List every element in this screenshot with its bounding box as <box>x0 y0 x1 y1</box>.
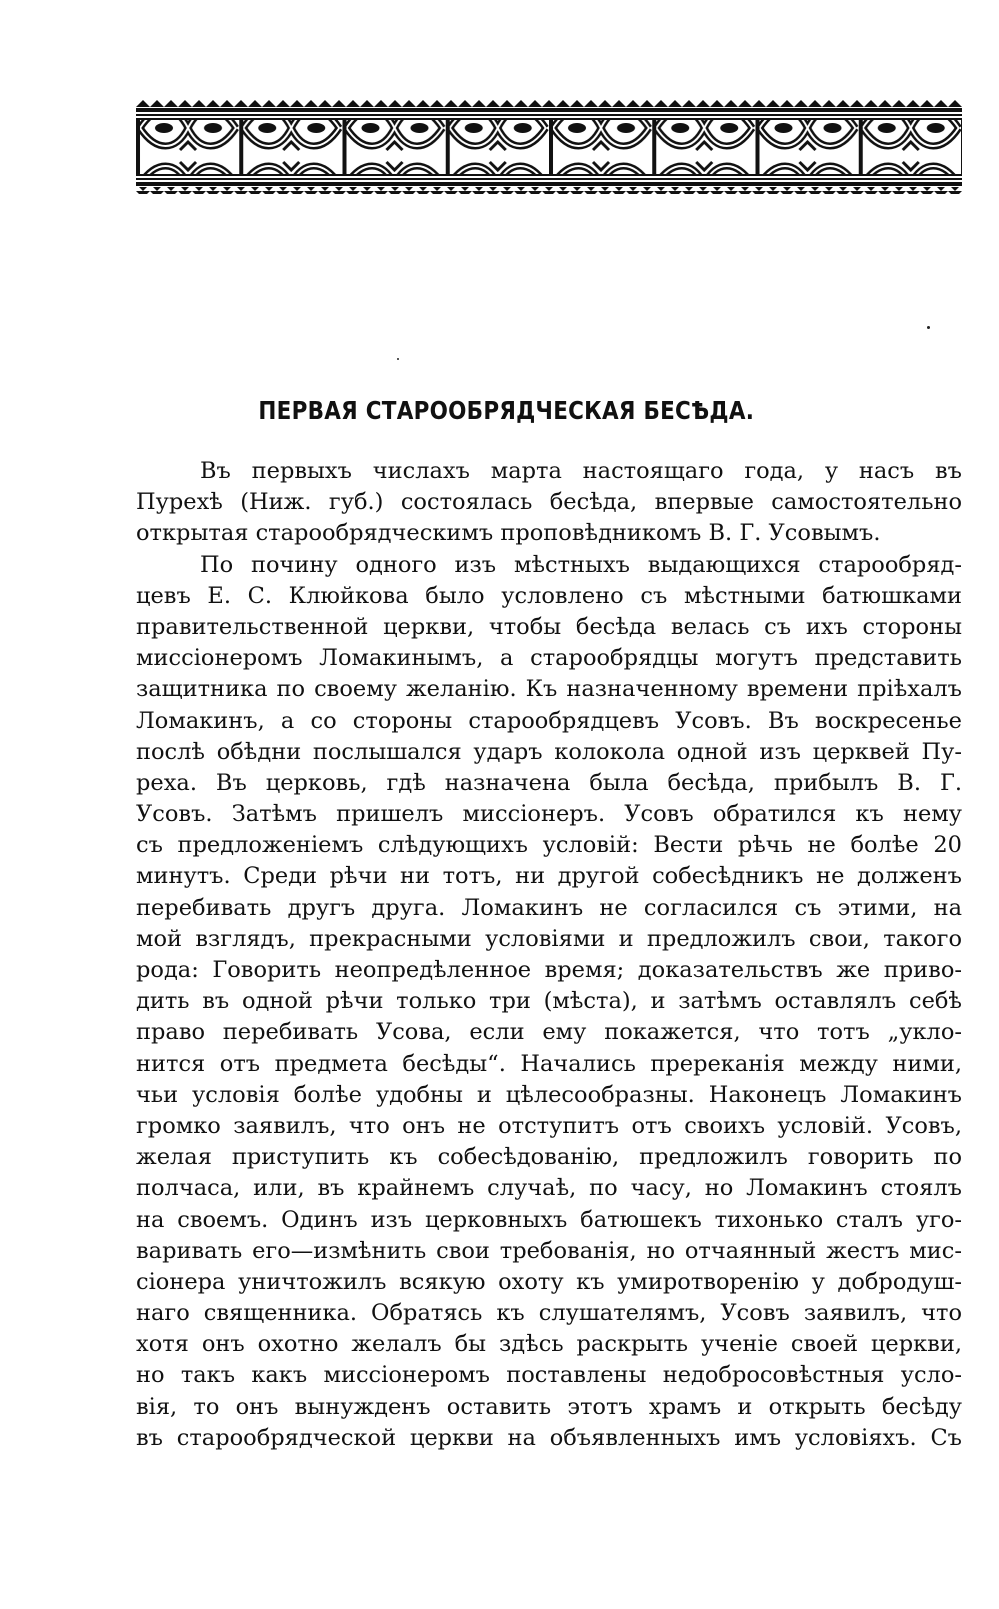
text-line: миссіонеромъ Ломакинымъ, а старообрядцы могутъ представить <box>136 645 962 672</box>
text-line: полчаса, или, въ крайнемъ случаѣ, по часу, но Ломакинъ стоялъ <box>136 1175 962 1202</box>
print-speck <box>927 326 930 329</box>
text-line: минутъ. Среди рѣчи ни тотъ, ни другой собесѣдникъ не долженъ <box>136 863 962 890</box>
text-line: открытая старообрядческимъ проповѣдникомъ В. Г. Усовымъ. <box>136 520 881 547</box>
text-line: защитника по своему желанію. Къ назначенному времени пріѣхалъ <box>136 676 962 703</box>
text-line: Ломакинъ, а со стороны старообрядцевъ Усовъ. Въ воскресенье <box>136 707 962 734</box>
text-line: правительственной церкви, чтобы бесѣда велась съ ихъ стороны <box>136 613 962 640</box>
article-body <box>136 456 962 1454</box>
article-title: ПЕРВАЯ СТАРООБРЯДЧЕСКАЯ БЕСѢДА. <box>258 396 755 425</box>
text-line: варивать его—измѣнить свои требованія, но отчаянный жестъ мис- <box>136 1237 962 1264</box>
print-speck <box>397 358 399 360</box>
text-line: право перебивать Усова, если ему покажется, что тотъ „укло- <box>136 1019 962 1046</box>
text-line: дить въ одной рѣчи только три (мѣста), и затѣмъ оставлялъ себѣ <box>136 988 962 1015</box>
text-line: въ старообрядческой церкви на объявленныхъ имъ условіяхъ. Съ <box>136 1424 962 1451</box>
text-line: вія, то онъ вынужденъ оставить этотъ храмъ и открыть бесѣду <box>136 1393 962 1420</box>
text-line: цевъ Е. С. Клюйкова было условлено съ мѣстными батюшками <box>136 582 962 609</box>
text-line: реха. Въ церковь, гдѣ назначена была бесѣда, прибылъ В. Г. <box>136 769 962 796</box>
text-line: желая приступить къ собесѣдованію, предложилъ говорить по <box>136 1144 962 1171</box>
interlace-ornament-icon <box>136 100 962 196</box>
text-line: сіонера уничтожилъ всякую охоту къ умиротворенію у добродуш- <box>136 1268 962 1295</box>
text-line: но такъ какъ миссіонеромъ поставлены недобросовѣстныя усло- <box>136 1362 962 1389</box>
text-line: перебивать другъ друга. Ломакинъ не согласился съ этими, на <box>136 894 962 921</box>
text-line: мой взглядъ, прекрасными условіями и предложилъ свои, такого <box>136 925 962 952</box>
text-line: нится отъ предмета бесѣды“. Начались пререканія между ними, <box>136 1050 962 1077</box>
text-line: Усовъ. Затѣмъ пришелъ миссіонеръ. Усовъ обратился къ нему <box>136 801 962 828</box>
text-line: наго священника. Обратясь къ слушателямъ, Усовъ заявилъ, что <box>136 1300 962 1327</box>
text-line: послѣ обѣдни послышался ударъ колокола одной изъ церквей Пу- <box>136 738 962 765</box>
text-line: чьи условія болѣе удобны и цѣлесообразны. Наконецъ Ломакинъ <box>136 1081 962 1108</box>
text-line: Пурехѣ (Ниж. губ.) состоялась бесѣда, впервые самостоятельно <box>136 489 962 516</box>
text-line: хотя онъ охотно желалъ бы здѣсь раскрыть ученіе своей церкви, <box>136 1331 962 1358</box>
text-line: громко заявилъ, что онъ не отступитъ отъ своихъ условій. Усовъ, <box>136 1112 962 1139</box>
text-line: Въ первыхъ числахъ марта настоящаго года, у насъ въ <box>200 458 962 484</box>
text-line: рода: Говорить неопредѣленное время; доказательствъ же приво- <box>136 957 962 983</box>
text-line: По почину одного изъ мѣстныхъ выдающихся старообряд- <box>200 551 962 578</box>
text-line: съ предложеніемъ слѣдующихъ условій: Вести рѣчь не болѣе 20 <box>136 832 962 859</box>
text-line: на своемъ. Одинъ изъ церковныхъ батюшекъ тихонько сталъ уго- <box>136 1206 962 1233</box>
